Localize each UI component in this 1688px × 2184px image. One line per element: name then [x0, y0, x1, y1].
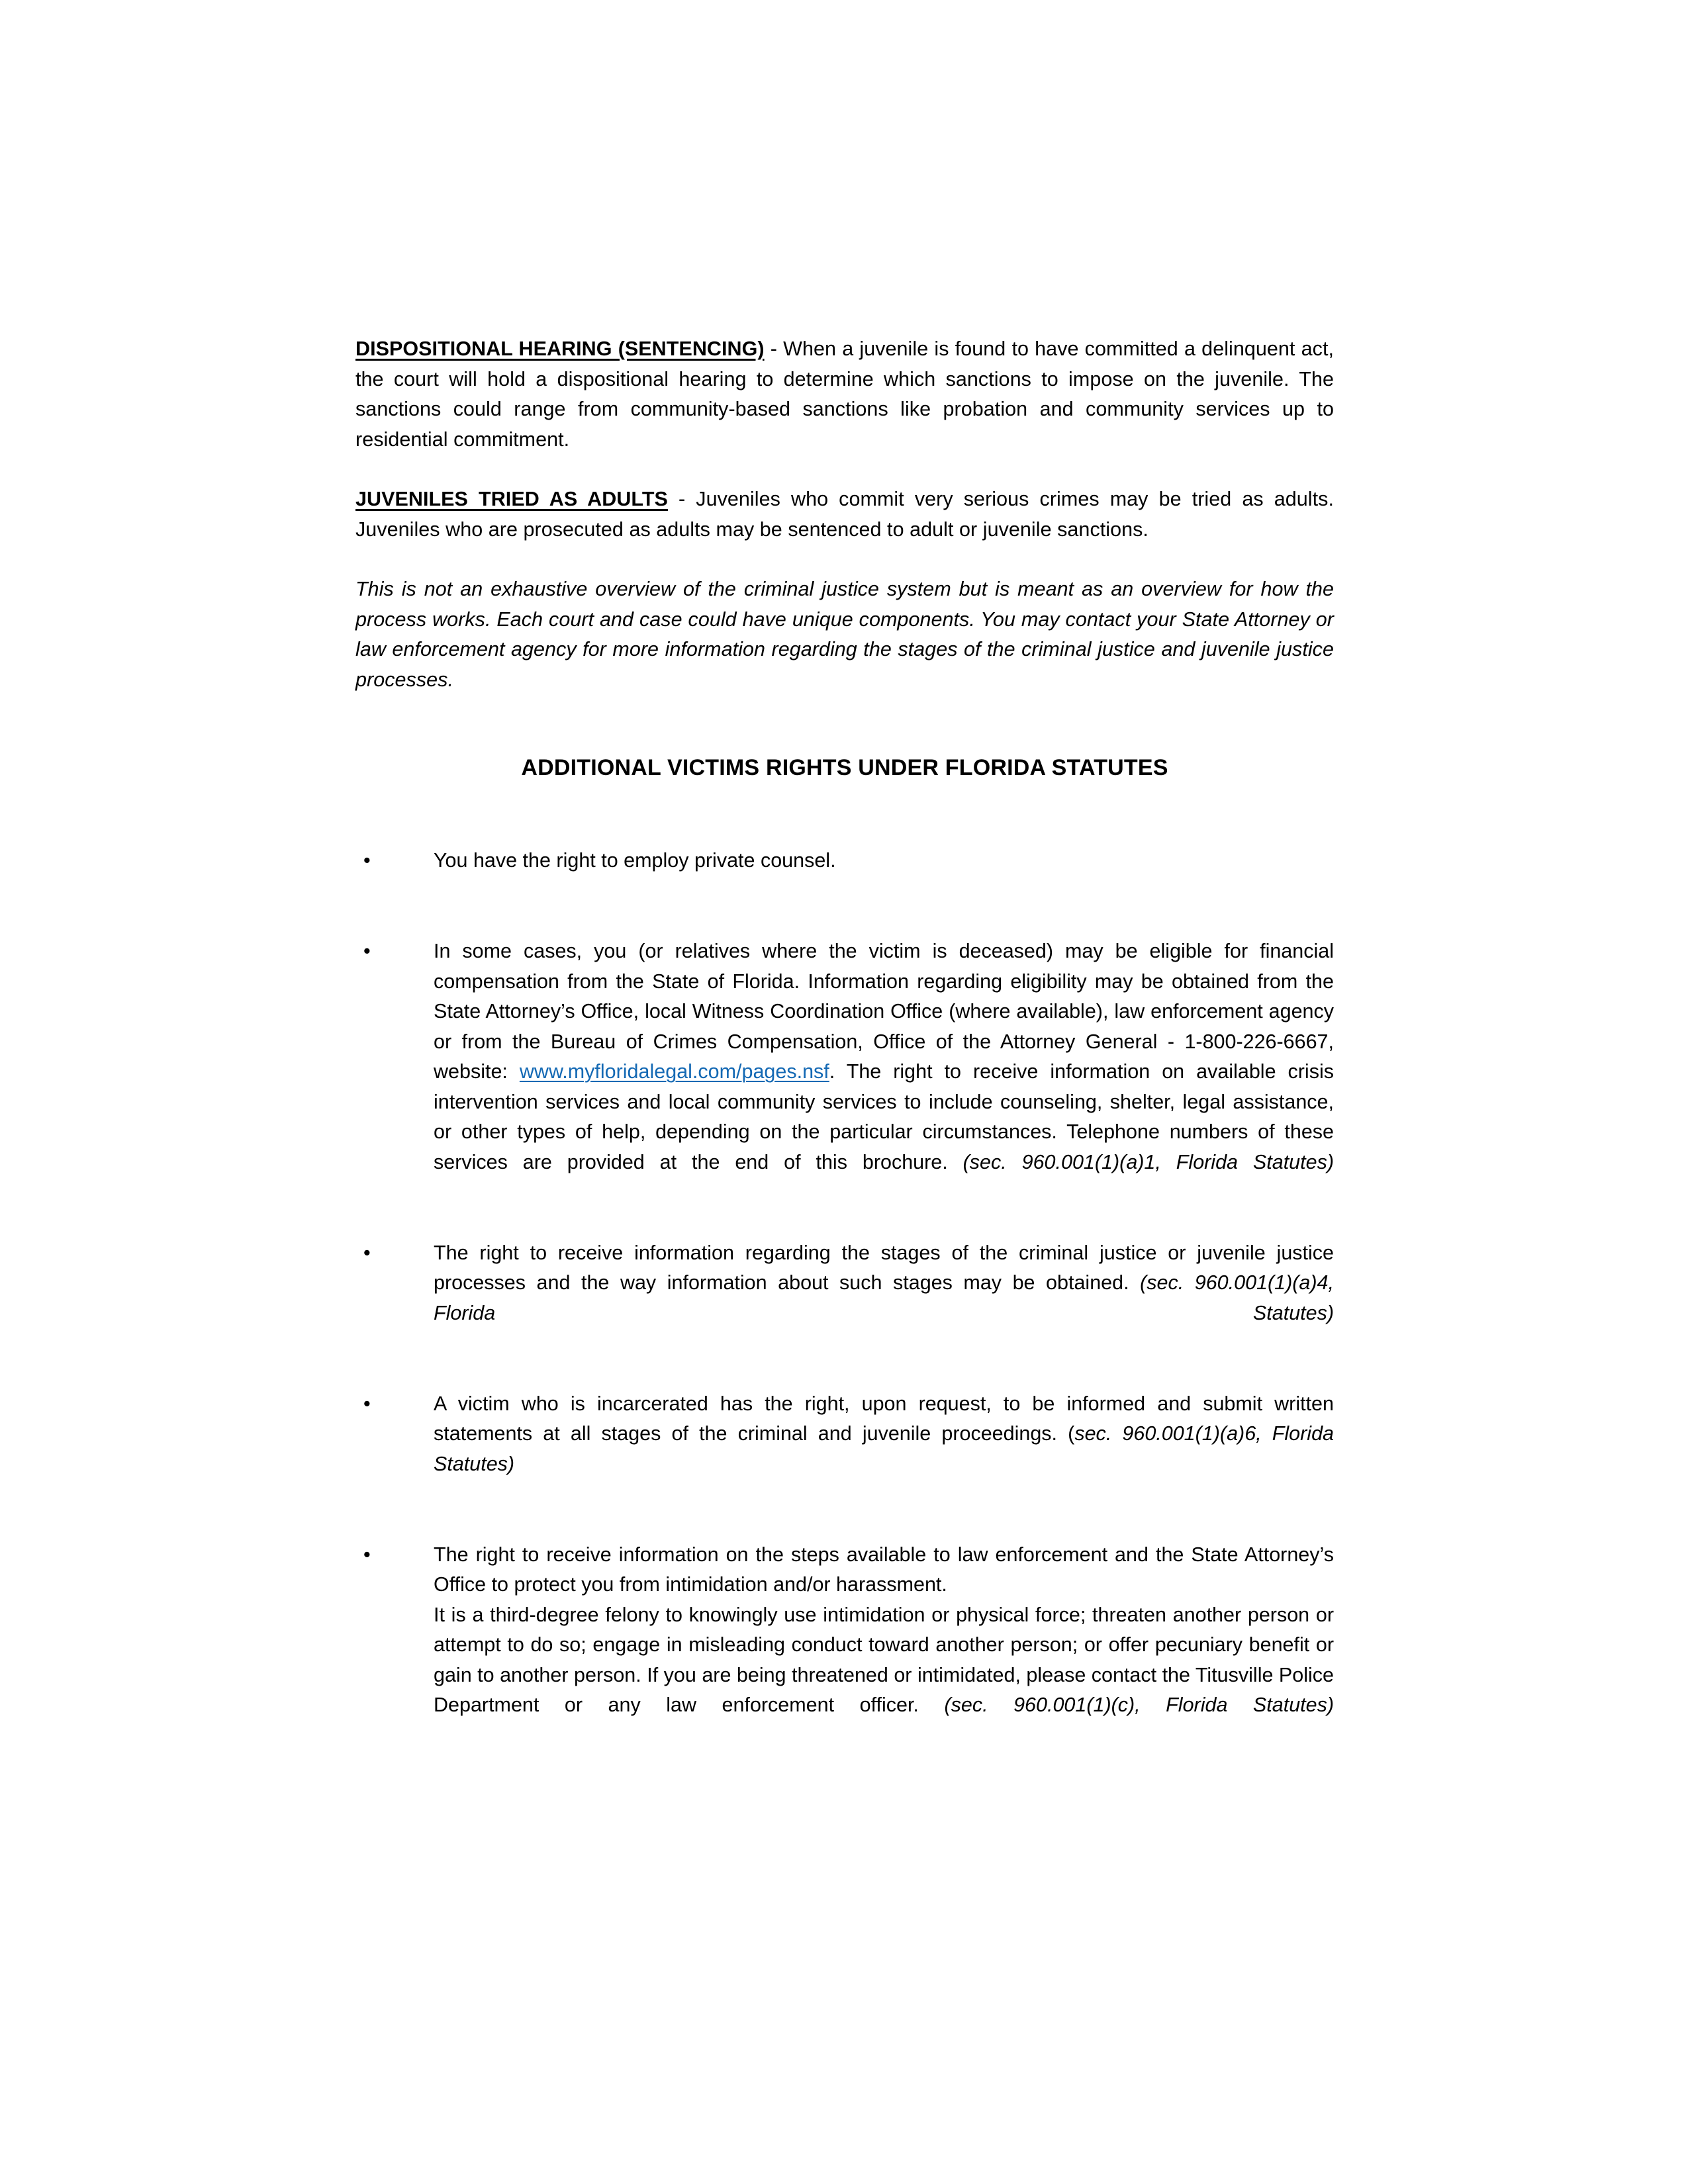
document-content [355, 334, 1334, 1751]
text-run: The right to receive information on the steps available to law enforcement and the State Attorney’s Office to protect you from intimidation and/or harassment. [434, 1543, 1334, 1596]
statute-citation: (sec. 960.001(1)(c), Florida Statutes) [944, 1694, 1334, 1716]
heading-gap-below [355, 782, 1334, 846]
list-item [355, 1540, 1334, 1751]
list-item-text [434, 1600, 1334, 1751]
list-item [355, 936, 1334, 1208]
paragraph-gap [355, 545, 1334, 574]
list-item-text [434, 1238, 1334, 1359]
bullet-gap [355, 1208, 1334, 1238]
paragraph-body-juveniles-tried-as-adults: - Juveniles who commit very serious crimes may be tried as adults. Juveniles who are prosecuted as adults may be sentenced to adult or juvenile sanctions. [355, 488, 1334, 541]
list-item-text [434, 936, 1334, 1208]
text-run: . The right to receive information on available crisis intervention services and local community services to include counseling, shelter, legal assistance, or other types of help, depending on the particular circumstances. Telephone numbers of these services are provided at the end of this brochure. [434, 1060, 1334, 1173]
paragraph-dispositional-hearing [355, 334, 1334, 455]
bullet-icon: • [363, 1392, 371, 1415]
bullet-gap [355, 906, 1334, 936]
list-item [355, 1238, 1334, 1359]
statute-citation: sec. 960.001(1)(a)6, Florida Statutes) [434, 1422, 1334, 1475]
bullet-gap [355, 1510, 1334, 1540]
statute-citation: (sec. 960.001(1)(a)1, Florida Statutes) [962, 1150, 1334, 1173]
text-run: The right to receive information regarding the stages of the criminal justice or juvenile justice processes and the way information about such stages may be obtained. [434, 1241, 1334, 1294]
text-run: A victim who is incarcerated has the right, upon request, to be informed and submit written statements at all stages of the criminal and juvenile proceedings. ( [434, 1392, 1334, 1445]
bullet-icon: • [363, 849, 371, 872]
paragraph-juveniles-tried-as-adults [355, 484, 1334, 545]
text-run: You have the right to employ private counsel. [434, 849, 836, 872]
list-item [355, 1389, 1334, 1510]
statute-citation: (sec. 960.001(1)(a)4, Florida Statutes) [434, 1271, 1334, 1324]
paragraph-body-dispositional-hearing: - When a juvenile is found to have committed a delinquent act, the court will hold a dispositional hearing to determine which sanctions to impose on the juvenile. The sanctions could range from community-based sanctions like probation and community services up to residential commitment. [355, 338, 1334, 451]
bullet-icon: • [363, 940, 371, 962]
external-link[interactable]: www.myfloridalegal.com/pages.nsf [519, 1060, 829, 1083]
page-title: ADDITIONAL VICTIMS RIGHTS UNDER FLORIDA STATUTES [521, 755, 1168, 780]
paragraph-heading-dispositional-hearing: DISPOSITIONAL HEARING (SENTENCING) [355, 338, 765, 360]
rights-bullet-list [355, 846, 1334, 1751]
list-item-text [434, 846, 1334, 906]
paragraph-heading-juveniles-tried-as-adults: JUVENILES TRIED AS ADULTS [355, 488, 668, 510]
paragraph-disclaimer: This is not an exhaustive overview of the criminal justice system but is meant as an overview for how the process works. Each court and case could have unique components. You may contact your State Attorney or law enforcement agency for more information regarding the stages of the criminal justice and juvenile justice processes. [355, 578, 1334, 691]
bullet-gap [355, 1359, 1334, 1389]
bullet-icon: • [363, 1543, 371, 1566]
text-run: It is a third-degree felony to knowingly use intimidation or physical force; threaten another person or attempt to do so; engage in misleading conduct toward another person; or offer pecuniary benefit or gain to another person. If you are being threatened or intimidated, please contact the Titusville Police Department or any law enforcement officer. [434, 1603, 1334, 1716]
list-item-text [434, 1540, 1334, 1600]
list-item-text [434, 1389, 1334, 1510]
list-item [355, 846, 1334, 906]
paragraph-gap [355, 455, 1334, 484]
heading-gap-above [355, 695, 1334, 753]
text-run: In some cases, you (or relatives where the victim is deceased) may be eligible for financial compensation from the State of Florida. Information regarding eligibility may be obtained from the State Attorney’s Office, local Witness Coordination Office (where available), law enforcement agency or from the Bureau of Crimes Compensation, Office of the Attorney General - 1-800-226-6667, website: [434, 940, 1334, 1083]
bullet-icon: • [363, 1241, 371, 1264]
